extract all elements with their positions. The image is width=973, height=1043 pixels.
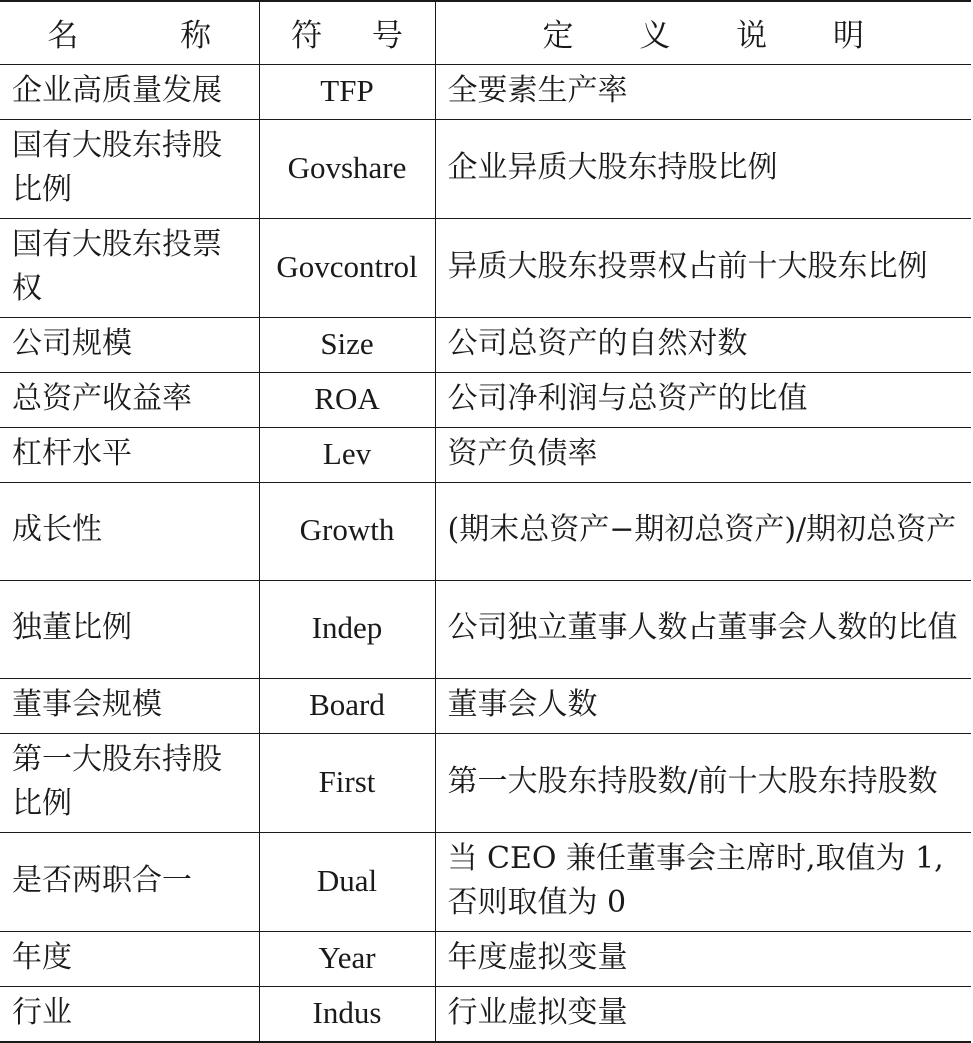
variable-definition: 全要素生产率 [435, 64, 971, 119]
table-row [0, 580, 971, 678]
header-row [0, 1, 971, 64]
variable-symbol: Lev [259, 427, 435, 482]
variable-definition: 异质大股东投票权占前十大股东比例 [435, 218, 971, 317]
variable-definition: 公司总资产的自然对数 [435, 317, 971, 372]
variable-symbol: Dual [259, 832, 435, 931]
variable-name: 是否两职合一 [0, 832, 259, 931]
table-row [0, 218, 971, 317]
variable-symbol: Indus [259, 986, 435, 1042]
variable-symbol: First [259, 733, 435, 832]
variable-definition: 第一大股东持股数/前十大股东持股数 [435, 733, 971, 832]
variable-definition: 公司净利润与总资产的比值 [435, 372, 971, 427]
table-row [0, 931, 971, 986]
table-row [0, 119, 971, 218]
table-row [0, 832, 971, 931]
variable-definition: 企业异质大股东持股比例 [435, 119, 971, 218]
variable-definition: 公司独立董事人数占董事会人数的比值 [435, 580, 971, 678]
variable-definition: 资产负债率 [435, 427, 971, 482]
header-definition: 定 义 说 明 [435, 1, 971, 64]
variable-name: 董事会规模 [0, 678, 259, 733]
variable-symbol: Year [259, 931, 435, 986]
table-row [0, 482, 971, 580]
table-row [0, 372, 971, 427]
table-row [0, 678, 971, 733]
variable-name: 行业 [0, 986, 259, 1042]
table-row [0, 733, 971, 832]
variable-definition: 董事会人数 [435, 678, 971, 733]
variable-definition: 年度虚拟变量 [435, 931, 971, 986]
variable-symbol: Indep [259, 580, 435, 678]
variable-symbol: ROA [259, 372, 435, 427]
table-row [0, 986, 971, 1042]
variable-name: 独董比例 [0, 580, 259, 678]
variable-name: 总资产收益率 [0, 372, 259, 427]
table-row [0, 64, 971, 119]
variable-name: 国有大股东投票权 [0, 218, 259, 317]
variable-name: 成长性 [0, 482, 259, 580]
variable-name: 企业高质量发展 [0, 64, 259, 119]
variable-definition: (期末总资产−期初总资产)/期初总资产 [435, 482, 971, 580]
variable-definition: 行业虚拟变量 [435, 986, 971, 1042]
variable-definition: 当 CEO 兼任董事会主席时,取值为 1,否则取值为 0 [435, 832, 971, 931]
header-symbol: 符 号 [259, 1, 435, 64]
variable-symbol: Growth [259, 482, 435, 580]
header-name: 名 称 [0, 1, 259, 64]
variable-name: 年度 [0, 931, 259, 986]
table-row [0, 317, 971, 372]
variable-symbol: Size [259, 317, 435, 372]
table-row [0, 427, 971, 482]
variable-name: 杠杆水平 [0, 427, 259, 482]
variable-symbol: TFP [259, 64, 435, 119]
variable-symbol: Govshare [259, 119, 435, 218]
variable-symbol: Board [259, 678, 435, 733]
variable-name: 第一大股东持股比例 [0, 733, 259, 832]
variable-name: 国有大股东持股比例 [0, 119, 259, 218]
variable-symbol: Govcontrol [259, 218, 435, 317]
variable-name: 公司规模 [0, 317, 259, 372]
